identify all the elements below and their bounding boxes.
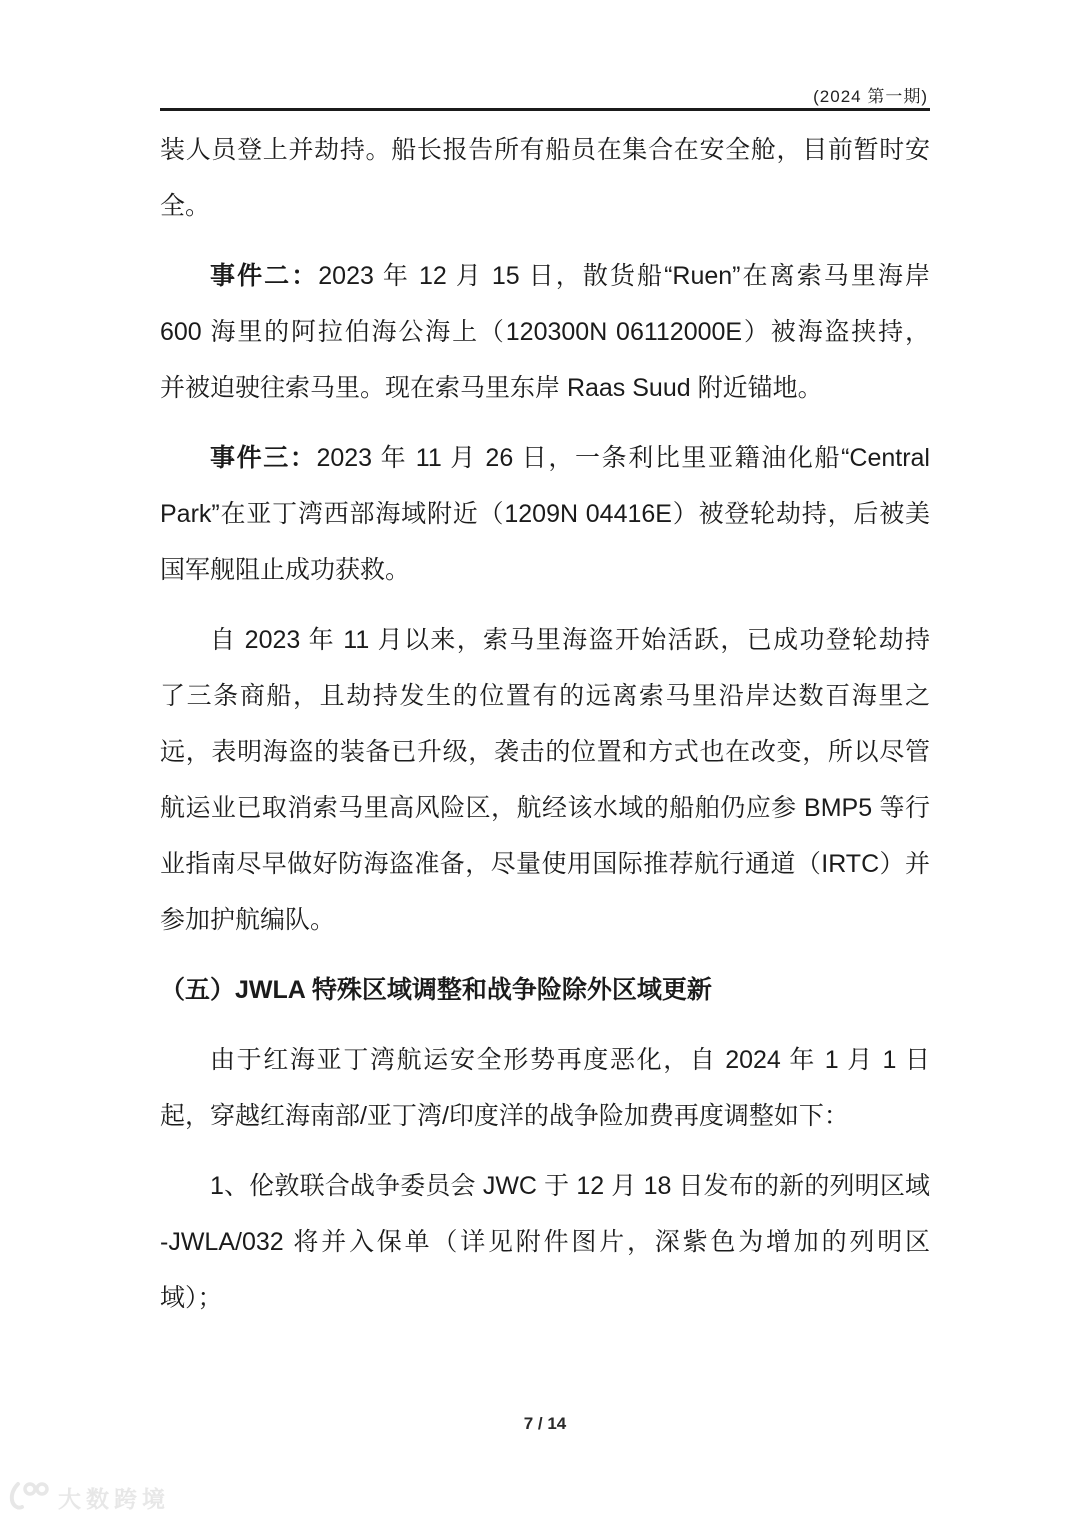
text-run: 2023 年 11 月 26 日，一条利比里亚籍油化船“Central bbox=[316, 444, 930, 472]
text-line: 装人员登上并劫持。船长报告所有船员在集合在安全舱，目前暂时安 bbox=[160, 136, 930, 164]
text-line: 国军舰阻止成功获救。 bbox=[160, 556, 411, 584]
watermark bbox=[8, 1480, 170, 1514]
header-rule bbox=[160, 108, 930, 111]
text-line: 参加护航编队。 bbox=[160, 906, 336, 934]
paragraph bbox=[160, 248, 930, 416]
issue-label: (2024 第一期) bbox=[813, 87, 928, 106]
text-line bbox=[160, 430, 930, 486]
text-line: 全。 bbox=[160, 192, 211, 220]
text-line: 并被迫驶往索马里。现在索马里东岸 Raas Suud 附近锚地。 bbox=[160, 374, 823, 402]
text-line: 起，穿越红海南部/亚丁湾/印度洋的战争险加费再度调整如下： bbox=[160, 1102, 849, 1130]
text-line: 自 2023 年 11 月以来，索马里海盗开始活跃，已成功登轮劫持 bbox=[210, 626, 930, 654]
text-line: -JWLA/032 将并入保单（详见附件图片，深紫色为增加的列明区 bbox=[160, 1228, 930, 1256]
text-line: 业指南尽早做好防海盗准备，尽量使用国际推荐航行通道（IRTC）并 bbox=[160, 850, 930, 878]
text-line: 由于红海亚丁湾航运安全形势再度恶化，自 2024 年 1 月 1 日 bbox=[210, 1046, 930, 1074]
text-line bbox=[160, 248, 930, 304]
section-heading: （五）JWLA 特殊区域调整和战争险除外区域更新 bbox=[160, 976, 712, 1004]
document-body bbox=[160, 122, 930, 1326]
paragraph bbox=[160, 430, 930, 598]
text-line: 了三条商船，且劫持发生的位置有的远离索马里沿岸达数百海里之 bbox=[160, 682, 930, 710]
text-line: 航运业已取消索马里高风险区，航经该水域的船舶仍应参 BMP5 等行 bbox=[160, 794, 930, 822]
paragraph bbox=[160, 1032, 930, 1144]
brand-logo-icon bbox=[8, 1480, 50, 1514]
text-line: 域）； bbox=[160, 1284, 223, 1312]
text-line: 远，表明海盗的装备已升级，袭击的位置和方式也在改变，所以尽管 bbox=[160, 738, 930, 766]
page-footer bbox=[160, 1414, 930, 1434]
event-label: 事件二： bbox=[210, 262, 319, 290]
paragraph bbox=[160, 612, 930, 948]
event-label: 事件三： bbox=[210, 444, 317, 472]
text-line: 1、伦敦联合战争委员会 JWC 于 12 月 18 日发布的新的列明区域 bbox=[210, 1172, 930, 1200]
text-line: Park”在亚丁湾西部海域附近（1209N 04416E）被登轮劫持，后被美 bbox=[160, 500, 930, 528]
paragraph bbox=[160, 1158, 930, 1326]
brand-name: 大数跨境 bbox=[58, 1485, 170, 1512]
text-line: 600 海里的阿拉伯海公海上（120300N 06112000E）被海盗挟持， bbox=[160, 318, 930, 346]
text-run: 2023 年 12 月 15 日，散货船“Ruen”在离索马里海岸 bbox=[318, 262, 930, 290]
page-number: 7 / 14 bbox=[523, 1414, 567, 1433]
paragraph bbox=[160, 122, 930, 234]
page-header bbox=[160, 0, 930, 120]
